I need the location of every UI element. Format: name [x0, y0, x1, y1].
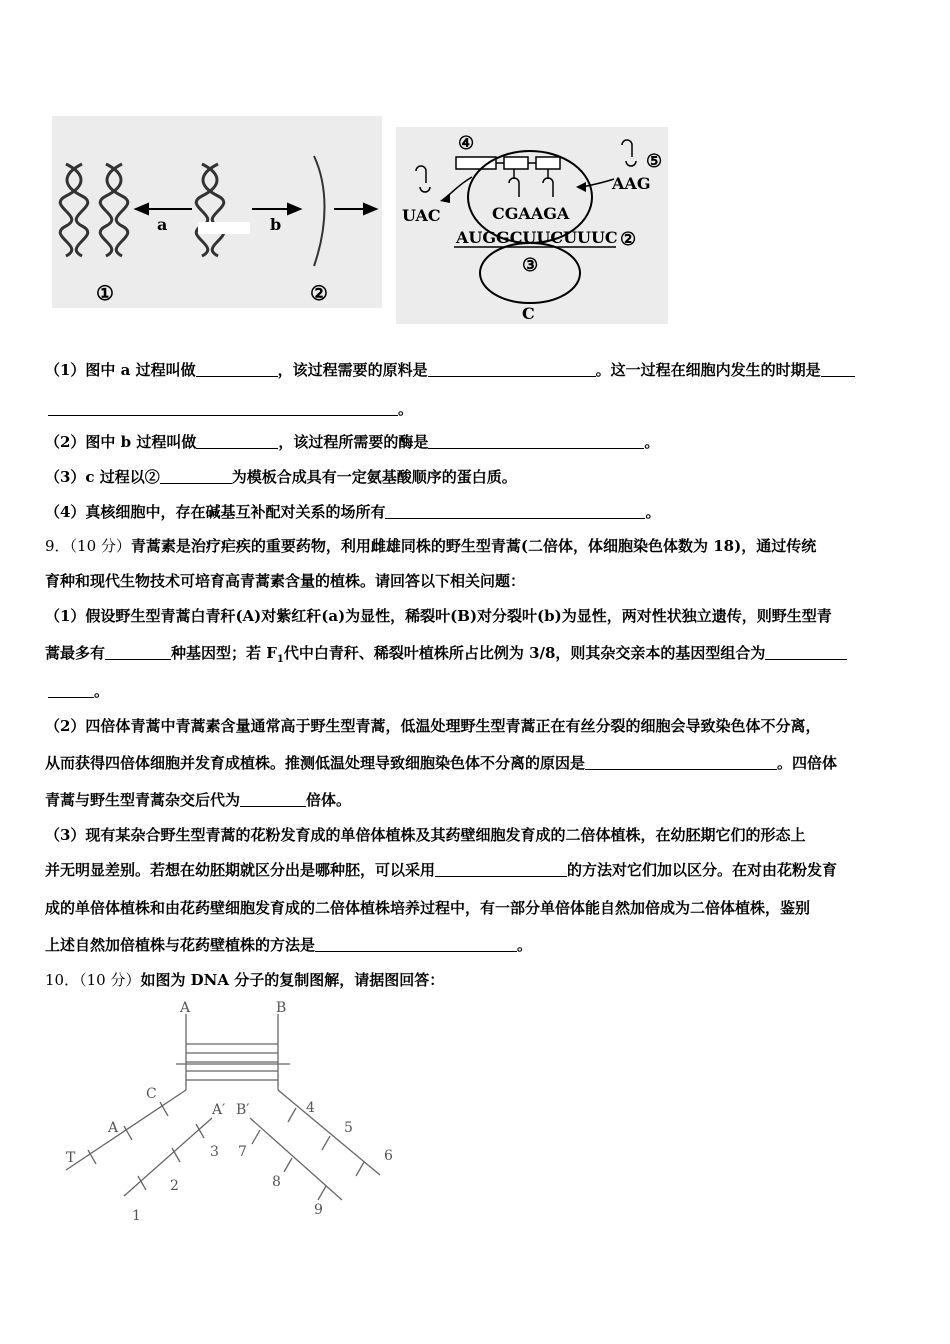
anticodons-mid: CGAAGA	[492, 204, 570, 223]
blank-period[interactable]	[821, 361, 855, 377]
trna-mid	[509, 169, 553, 197]
blank-sites[interactable]	[385, 503, 645, 519]
label-7: 7	[238, 1144, 247, 1160]
label-3: ③	[522, 255, 539, 276]
label-A-prime: A′	[212, 1102, 226, 1118]
label-A: A	[180, 1000, 191, 1016]
label-B-prime: B′	[236, 1102, 250, 1118]
label-1: 1	[132, 1208, 141, 1224]
transcription-diagram	[52, 116, 382, 308]
q8-part2: （2）图中 b 过程叫做 ，该过程所需要的酶是 。	[45, 433, 660, 451]
label-2: 2	[170, 1178, 179, 1194]
q9-s3-line2: 并无明显差别。若想在幼胚期就区分出是哪种胚，可以采用 的方法对它们加以区分。在对由花粉发育	[45, 861, 838, 879]
q9-intro-line2: 育种和现代生物技术可培育高青蒿素含量的植株。请回答以下相关问题：	[45, 572, 526, 590]
blank-genotype-count[interactable]	[105, 644, 171, 660]
anticodon-left: UAC	[402, 206, 441, 225]
blank-a-process[interactable]	[196, 361, 278, 377]
dna-replication-diagram	[60, 1000, 410, 1225]
blank-period-cont[interactable]	[48, 400, 398, 416]
q8-part1-line2: 。	[48, 399, 910, 419]
blank-template[interactable]	[160, 468, 232, 484]
translation-diagram	[396, 127, 668, 324]
label-C: C	[146, 1086, 157, 1102]
double-helix-1	[60, 164, 128, 256]
trna-left	[416, 166, 430, 192]
label-T: T	[66, 1150, 76, 1166]
arrow-a-label: a	[157, 215, 168, 234]
arrow-b-label: b	[270, 215, 282, 234]
double-helix-2	[196, 164, 224, 256]
label-A-base: A	[108, 1120, 119, 1136]
label-5: 5	[344, 1120, 353, 1136]
label-1: ①	[96, 281, 114, 305]
arrow-b	[252, 204, 300, 214]
q9-s2-line3: 青蒿与野生型青蒿杂交后代为 倍体。	[45, 791, 352, 809]
label-9: 9	[314, 1202, 323, 1218]
figure-replication-transcription	[52, 116, 382, 308]
label-B: B	[276, 1000, 287, 1016]
label-4: 4	[306, 1100, 315, 1116]
blank-low-temp-reason[interactable]	[585, 754, 777, 770]
anticodon-right: AAG	[612, 174, 651, 193]
q9-intro-line1: 9．（10 分）青蒿素是治疗疟疾的重要药物，利用雌雄同株的野生型青蒿(二倍体，体细胞染色体数为 18)，通过传统	[45, 537, 817, 555]
figure-translation	[396, 127, 668, 324]
blank-method[interactable]	[435, 861, 567, 877]
rna-strand	[314, 156, 325, 266]
q9-s1-line2: 蒿最多有 种基因型；若 $F_1$代中白青秆、稀裂叶植株所占比例为 3/8，则其杂交亲本的基因型组合为	[45, 643, 907, 670]
blank-ploidy[interactable]	[240, 791, 306, 807]
blank-identify-method[interactable]	[315, 936, 517, 952]
q9-s3-line4: 上述自然加倍植株与花药壁植株的方法是 。	[45, 936, 533, 954]
label-2: ②	[310, 281, 328, 305]
mrna-sequence: AUGGCUUCUUUC	[456, 228, 618, 247]
blank-parent-genotype-cont[interactable]	[48, 682, 94, 698]
q9-s3-line1: （3）现有某杂合野生型青蒿的花粉发育成的单倍体植株及其药壁细胞发育成的二倍体植株，在幼胚期它们的形态上	[45, 826, 806, 844]
num-4: ④	[458, 133, 475, 154]
q10-stem: 10．（10 分）如图为 DNA 分子的复制图解，请据图回答：	[45, 971, 445, 989]
blank-parent-genotype[interactable]	[765, 644, 847, 660]
label-6: 6	[384, 1148, 393, 1164]
label-3: 3	[210, 1144, 219, 1160]
num-5: ⑤	[646, 151, 663, 172]
q9-s3-line3: 成的单倍体植株和由花药壁细胞发育成的二倍体植株培养过程中，有一部分单倍体能自然加倍成为二倍体植株，鉴别	[45, 899, 811, 917]
label-8: 8	[272, 1174, 281, 1190]
arrow-c	[334, 204, 376, 214]
trna-right	[622, 140, 636, 166]
q8-part1-line1: （1）图中 a 过程叫做 ，该过程需要的原料是 。这一过程在细胞内发生的时期是	[45, 360, 907, 380]
q9-s1-line3: 。	[48, 681, 910, 701]
figure-dna-replication	[60, 1000, 410, 1225]
q8-part3: （3）c 过程以② 为模板合成具有一定氨基酸顺序的蛋白质。	[45, 468, 517, 486]
q9-s1-line1: （1）假设野生型青蒿白青秆(A)对紫红秆(a)为显性，稀裂叶(B)对分裂叶(b)为显性，两对性状独立遗传，则野生型青	[45, 607, 832, 625]
arrow-a	[136, 204, 192, 214]
blank-raw-material[interactable]	[428, 361, 596, 377]
q9-s2-line2: 从而获得四倍体细胞并发育成植株。推测低温处理导致细胞染色体不分离的原因是 。四倍体	[45, 754, 838, 772]
q9-s2-line1: （2）四倍体青蒿中青蒿素含量通常高于野生型青蒿，低温处理野生型青蒿正在有丝分裂的细胞会导致染色体不分离，	[45, 717, 821, 735]
blank-enzyme[interactable]	[428, 433, 644, 449]
caption-c: C	[522, 304, 535, 323]
blank-b-process[interactable]	[196, 433, 278, 449]
q8-part4: （4）真核细胞中，存在碱基互补配对关系的场所有 。	[45, 503, 661, 521]
label-2-right: ②	[620, 229, 637, 250]
white-patch	[198, 222, 250, 234]
